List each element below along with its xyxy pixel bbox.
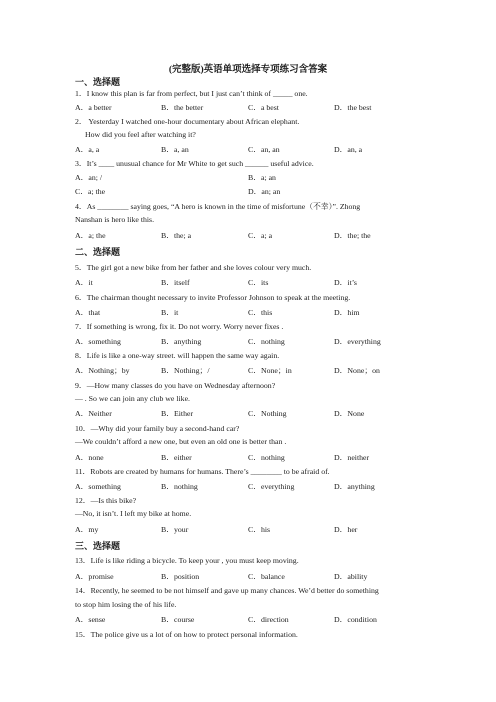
question-6-stem: 6．The chairman thought necessary to invite Professor Johnson to speak at the meeting. [75, 293, 351, 302]
question-13-stem: 13．Life is like riding a bicycle. To keep your , you must keep moving. [75, 556, 299, 565]
option-b: B．position [161, 572, 200, 581]
question-10-stem: 10．—Why did your family buy a second-hand car? [75, 424, 240, 433]
option-b: B．nothing [161, 482, 198, 491]
option-d: D．him [334, 308, 360, 317]
question-7-options [75, 336, 435, 346]
option-c: C．None；in [248, 366, 292, 375]
option-a: A．sense [75, 615, 106, 624]
option-b: B．either [161, 453, 192, 462]
section-heading-3: 三、选择题 [75, 541, 121, 551]
option-d: D．the best [334, 103, 372, 112]
question-1-options [75, 102, 435, 112]
option-c: C．balance [248, 572, 285, 581]
question-3-options-row1 [75, 172, 435, 182]
option-a: A．Nothing；by [75, 366, 130, 375]
option-b: B．the; a [161, 231, 192, 240]
question-12-stem-cont: —No, it isn’t. I left my bike at home. [75, 509, 192, 518]
option-d: D．None [334, 409, 365, 418]
question-9-options [75, 408, 435, 418]
option-a: A．none [75, 453, 104, 462]
option-d: D．condition [334, 615, 377, 624]
question-11-stem: 11．Robots are created by humans for humans. There’s ________ to be afraid of. [75, 467, 330, 476]
option-d: D．her [334, 525, 358, 534]
option-a: A．Neither [75, 409, 112, 418]
option-d: D．ability [334, 572, 368, 581]
option-a: A．a, a [75, 145, 100, 154]
question-2-stem: 2． Yesterday I watched one-hour documentary about African elephant. [75, 117, 300, 126]
option-c: C．this [248, 308, 273, 317]
option-b: B．anything [161, 337, 202, 346]
section-heading-1: 一、选择题 [75, 77, 121, 87]
question-15-stem: 15．The police give us a lot of on how to protect personal information. [75, 630, 298, 639]
option-c: C．nothing [248, 453, 285, 462]
question-4-stem-cont: Nanshan is hero like this. [75, 215, 155, 224]
option-b: B．the better [161, 103, 204, 112]
option-a: A．promise [75, 572, 114, 581]
option-a: A．something [75, 482, 121, 491]
option-c: C．nothing [248, 337, 285, 346]
option-d: D．neither [334, 453, 370, 462]
option-c: C．a; the [75, 187, 106, 196]
option-a: A．something [75, 337, 121, 346]
question-3-options-row2 [75, 186, 435, 196]
question-2-options [75, 144, 435, 154]
option-d: D．everything [334, 337, 381, 346]
question-6-options [75, 307, 435, 317]
section-heading-2: 二、选择题 [75, 247, 121, 257]
option-a: A．a; the [75, 231, 106, 240]
question-10-options [75, 452, 435, 462]
question-14-options [75, 614, 435, 624]
option-a: A．an; / [75, 173, 103, 182]
question-1-stem: 1．I know this plan is far from perfect, but I just can’t think of _____ one. [75, 89, 308, 98]
option-b: B．a; an [248, 173, 276, 182]
question-7-stem: 7．If something is wrong, fix it. Do not worry. Worry never fixes . [75, 322, 284, 331]
question-9-stem-cont: — . So we can join any club we like. [75, 394, 190, 403]
question-10-stem-cont: —We couldn’t afford a new one, but even an old one is better than . [75, 437, 287, 446]
question-12-options [75, 524, 435, 534]
option-c: C．Nothing [248, 409, 287, 418]
question-3-stem: 3．It’s ____ unusual chance for Mr White to get such ______ useful advice. [75, 159, 314, 168]
option-b: B．a, an [161, 145, 189, 154]
question-4-stem: 4．As ________ saying goes, “A hero is known in the time of misfortune（不幸）”. Zhong [75, 202, 361, 211]
option-a: A．my [75, 525, 99, 534]
option-d: D．None；on [334, 366, 380, 375]
question-12-stem: 12．—Is this bike? [75, 496, 137, 505]
option-c: C．everything [248, 482, 295, 491]
question-8-stem: 8．Life is like a one-way street. will happen the same way again. [75, 351, 280, 360]
question-11-options [75, 481, 435, 491]
question-8-options [75, 365, 435, 375]
option-d: D．an; an [248, 187, 281, 196]
option-d: D．an, a [334, 145, 363, 154]
question-5-options [75, 277, 435, 287]
question-4-options [75, 230, 435, 240]
option-b: B．it [161, 308, 179, 317]
option-b: B．course [161, 615, 195, 624]
page-title: (完整版)英语单项选择专项练习含答案 [168, 65, 328, 75]
option-b: B．itself [161, 278, 190, 287]
option-c: C．an, an [248, 145, 280, 154]
option-b: B．Either [161, 409, 194, 418]
option-c: C．a best [248, 103, 279, 112]
option-a: A．it [75, 278, 93, 287]
question-5-stem: 5．The girl got a new bike from her father and she loves colour very much. [75, 263, 312, 272]
option-c: C．his [248, 525, 271, 534]
option-b: B．your [161, 525, 189, 534]
question-9-stem: 9．—How many classes do you have on Wednesday afternoon? [75, 381, 276, 390]
option-c: C．a; a [248, 231, 273, 240]
option-c: C．direction [248, 615, 289, 624]
option-a: A．a better [75, 103, 112, 112]
question-13-options [75, 571, 435, 581]
question-2-stem-cont: How did you feel after watching it? [85, 130, 196, 139]
option-a: A．that [75, 308, 101, 317]
question-14-stem: 14．Recently, he seemed to be not himself and gave up many chances. We’d better do something [75, 586, 379, 595]
option-d: D．it’s [334, 278, 357, 287]
question-14-stem-cont: to stop him losing the of his life. [75, 600, 177, 609]
option-c: C．its [248, 278, 269, 287]
option-b: B．Nothing；/ [161, 366, 210, 375]
option-d: D．the; the [334, 231, 371, 240]
option-d: D．anything [334, 482, 375, 491]
